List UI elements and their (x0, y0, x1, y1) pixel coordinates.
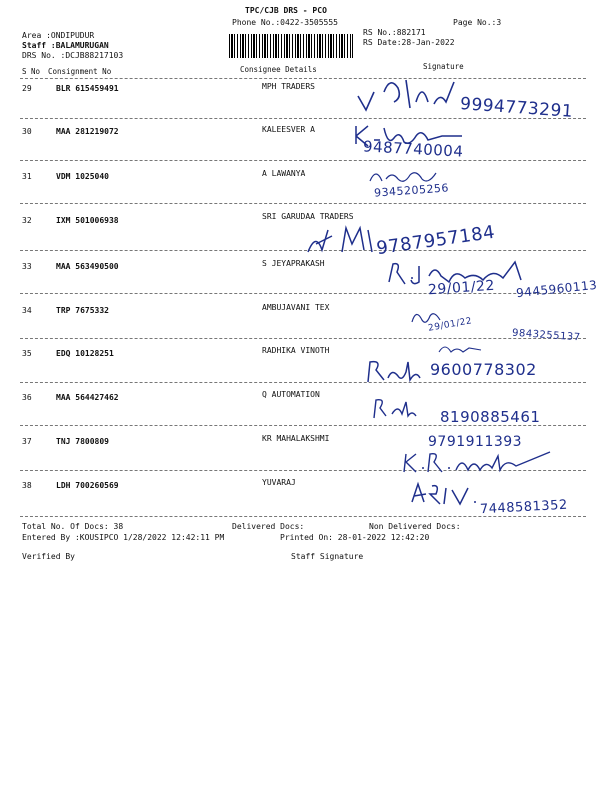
row-consignee: RADHIKA VINOTH (262, 346, 330, 355)
row-consignee: YUVARAJ (262, 478, 296, 487)
handwritten-phone: 8190885461 (440, 408, 541, 426)
handwritten-phone: 9843255137 (511, 327, 581, 344)
verified-by: Verified By (22, 552, 75, 561)
row-consignment: EDQ 10128251 (56, 349, 114, 358)
barcode (229, 34, 353, 58)
handwritten-date: 29/01/22 (427, 277, 496, 299)
handwritten-date: 29/01/22 (427, 316, 473, 334)
header-divider (20, 78, 586, 79)
handwritten-phone: 9791911393 (428, 434, 523, 450)
signature-scribble (435, 338, 495, 356)
row-sno: 30 (22, 127, 32, 136)
signature-scribble (302, 222, 382, 258)
row-sno: 33 (22, 262, 32, 271)
handwritten-phone: 9487740004 (362, 137, 464, 161)
rs-number: RS No.:882171 (363, 28, 426, 37)
row-consignee: S JEYAPRAKASH (262, 259, 325, 268)
drs-number: DRS No. :DCJB88217103 (22, 51, 124, 60)
handwritten-phone: 9600778302 (430, 360, 537, 379)
entered-by: Entered By :KOUSIPCO 1/28/2022 12:42:11 PM (22, 533, 225, 542)
handwritten-phone: 9445960113 (515, 277, 598, 301)
row-divider (20, 160, 586, 161)
row-consignee: KALEESVER A (262, 125, 315, 134)
row-divider (20, 293, 586, 294)
non-delivered-docs: Non Delivered Docs: (369, 522, 461, 531)
handwritten-phone: 9994773291 (459, 94, 574, 122)
column-header-sno: S No (22, 67, 41, 76)
page-number: Page No.:3 (453, 18, 502, 27)
signature-scribble (368, 396, 420, 422)
row-sno: 38 (22, 481, 32, 490)
column-header-signature: Signature (423, 62, 464, 71)
delivered-docs: Delivered Docs: (232, 522, 305, 531)
row-consignment: TRP 7675332 (56, 306, 109, 315)
row-consignment: MAA 564427462 (56, 393, 119, 402)
row-consignment: MAA 563490500 (56, 262, 119, 271)
row-sno: 36 (22, 393, 32, 402)
column-header-consignee: Consignee Details (240, 65, 317, 74)
row-consignment: IXM 501006938 (56, 216, 119, 225)
column-header-consignment: Consignment No (48, 67, 112, 76)
area-label: Area :ONDIPUDUR (22, 31, 95, 40)
row-consignee: A LAWANYA (262, 169, 306, 178)
signature-scribble (400, 446, 560, 476)
signature-scribble (350, 62, 470, 122)
printed-on: Printed On: 28-01-2022 12:42:20 (280, 533, 430, 542)
document-title: TPC/CJB DRS - PCO (245, 6, 327, 15)
phone-number: Phone No.:0422-3505555 (232, 18, 338, 27)
row-divider (20, 203, 586, 204)
row-sno: 35 (22, 349, 32, 358)
row-consignment: TNJ 7800809 (56, 437, 109, 446)
staff-signature: Staff Signature (291, 552, 364, 561)
row-divider (20, 118, 586, 119)
row-consignment: LDH 700260569 (56, 481, 119, 490)
handwritten-phone: 9787957184 (375, 221, 497, 260)
row-sno: 37 (22, 437, 32, 446)
row-sno: 32 (22, 216, 32, 225)
row-consignee: AMBUJAVANI TEX (262, 303, 330, 312)
signature-scribble (362, 356, 428, 386)
row-consignee: SRI GARUDAA TRADERS (262, 212, 354, 221)
row-divider (20, 338, 586, 339)
row-consignment: MAA 281219072 (56, 127, 119, 136)
row-consignee: Q AUTOMATION (262, 390, 320, 399)
handwritten-phone: 9345205256 (373, 181, 450, 200)
row-consignment: BLR 615459491 (56, 84, 119, 93)
row-consignee: MPH TRADERS (262, 82, 315, 91)
row-consignment: VDM 1025040 (56, 172, 109, 181)
row-sno: 31 (22, 172, 32, 181)
row-consignee: KR MAHALAKSHMI (262, 434, 330, 443)
handwritten-phone: 7448581352 (479, 497, 569, 518)
total-docs: Total No. Of Docs: 38 (22, 522, 124, 531)
row-divider (20, 382, 586, 383)
rs-date: RS Date:28-Jan-2022 (363, 38, 455, 47)
row-sno: 29 (22, 84, 32, 93)
row-sno: 34 (22, 306, 32, 315)
staff-label: Staff :BALAMURUGAN (22, 41, 109, 50)
